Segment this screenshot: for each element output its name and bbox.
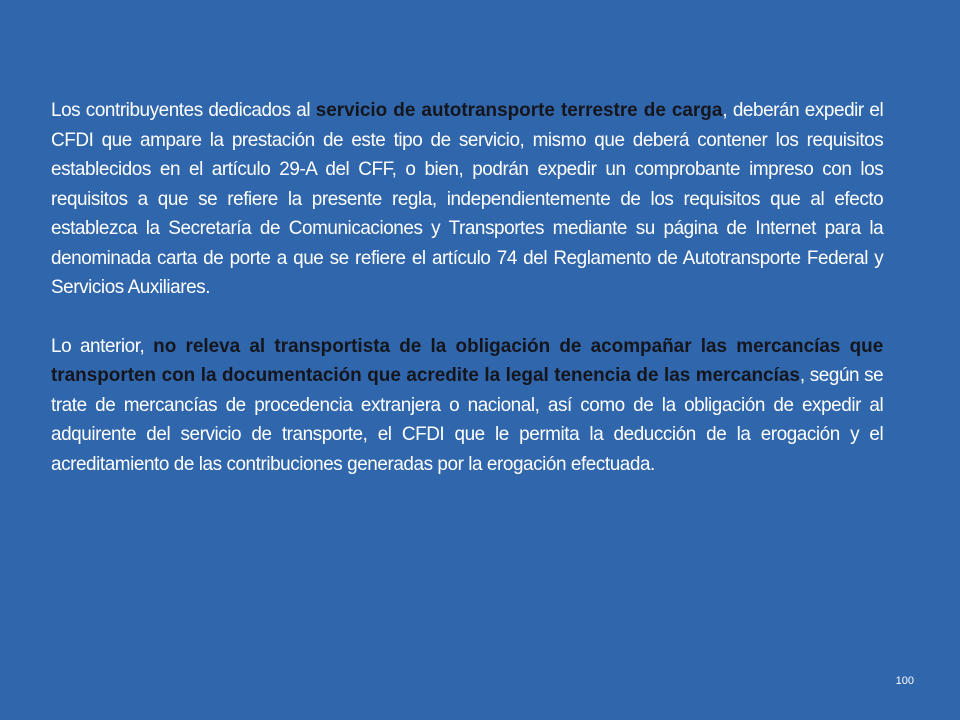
paragraph-1-emphasis: servicio de autotransporte terrestre de carga [315, 99, 723, 121]
paragraph-2-text-start: Lo anterior, [51, 334, 154, 357]
slide-body [51, 96, 883, 479]
paragraph-2-text-end: , según se trate de mercancías de procedencia extranjera o nacional, así como de la obligación de expedir al adquirente del servicio de transporte, el CFDI que le permita la deducción de la erogación y el acreditamiento de las contribuciones generadas por la erogación efectuada. [51, 364, 884, 475]
paragraph-2 [51, 332, 883, 480]
paragraph-2-emphasis: no releva al transportista de la obligación de acompañar las mercancías que transporten con la documentación que acredite la legal tenencia de las mercancías [51, 334, 884, 386]
paragraph-1-text-start: Los contribuyentes dedicados al [51, 99, 316, 121]
paragraph-1-text-end: , deberán expedir el CFDI que ampare la prestación de este tipo de servicio, mismo que deberá contener los requisitos establecidos en el artículo 29-A del CFF, o bien, podrán expedir un comprobante impreso con los requisitos a que se refiere la presente regla, independientemente de los requisitos que al efecto establezca la Secretaría de Comunicaciones y Transportes mediante su página de Internet para la denominada carta de porte a que se refiere el artículo 74 del Reglamento de Autotransporte Federal y Servicios Auxiliares. [51, 99, 884, 298]
page-number: 100 [895, 675, 914, 687]
paragraph-1 [51, 96, 883, 303]
